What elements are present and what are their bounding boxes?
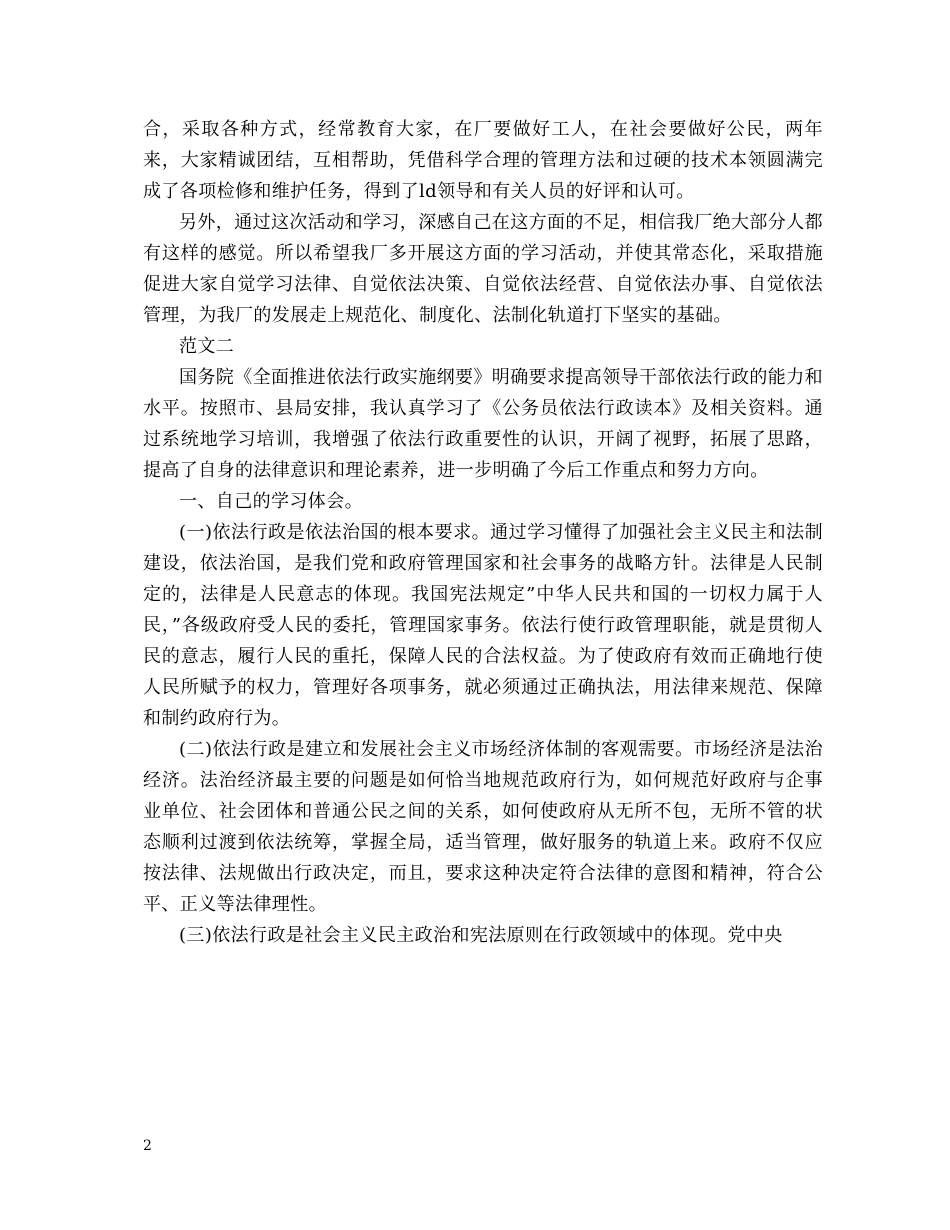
- section-heading-sample-two: 范文二: [179, 336, 235, 357]
- paragraph-2: 另外，通过这次活动和学习，深感自己在这方面的不足，相信我厂绝大部分人都有这样的感觉。所以希望我厂多开展这方面的学习活动，并使其常态化，采取措施促进大家自觉学习法律、自觉依法决策、自觉依法经营、自觉依法办事、自觉依法管理，为我厂的发展走上规范化、制度化、法制化轨道打下坚实的基础。: [143, 212, 823, 326]
- paragraph-3: 国务院《全面推进依法行政实施纲要》明确要求提高领导干部依法行政的能力和水平。按照市、县局安排，我认真学习了《公务员依法行政读本》及相关资料。通过系统地学习培训，我增强了依法行政重要性的认识，开阔了视野，拓展了思路，提高了自身的法律意识和理论素养，进一步明确了今后工作重点和努力方向。: [143, 367, 823, 481]
- paragraph-5: (二)依法行政是建立和发展社会主义市场经济体制的客观需要。市场经济是法治经济。法治经济最主要的问题是如何恰当地规范政府行为，如何规范好政府与企事业单位、社会团体和普通公民之间的关系，如何使政府从无所不包，无所不管的状态顺利过渡到依法统筹，掌握全局，适当管理，做好服务的轨道上来。政府不仅应按法律、法规做出行政决定，而且，要求这种决定符合法律的意图和精神，符合公平、正义等法律理性。: [143, 739, 823, 915]
- paragraph-4: (一)依法行政是依法治国的根本要求。通过学习懂得了加强社会主义民主和法制建设，依法治国，是我们党和政府管理国家和社会事务的战略方针。法律是人民制定的，法律是人民意志的体现。我国宪法规定”中华人民共和国的一切权力属于人民，”各级政府受人民的委托，管理国家事务。依法行使行政管理职能，就是贯彻人民的意志，履行人民的重托，保障人民的合法权益。为了使政府有效而正确地行使人民所赋予的权力，管理好各项事务，就必须通过正确执法，用法律来规范、保障和制约政府行为。: [143, 522, 823, 729]
- page-number: 2: [143, 1138, 152, 1154]
- paragraph-6: (三)依法行政是社会主义民主政治和宪法原则在行政领域中的体现。党中央: [179, 925, 783, 946]
- paragraph-1: 合，采取各种方式，经常教育大家，在厂要做好工人，在社会要做好公民，两年来，大家精诚团结，互相帮助，凭借科学合理的管理方法和过硬的技术本领圆满完成了各项检修和维护任务，得到了ld领导和有关人员的好评和认可。: [143, 119, 823, 202]
- document-body: [143, 114, 823, 951]
- section-heading-learning: 一、自己的学习体会。: [179, 491, 363, 512]
